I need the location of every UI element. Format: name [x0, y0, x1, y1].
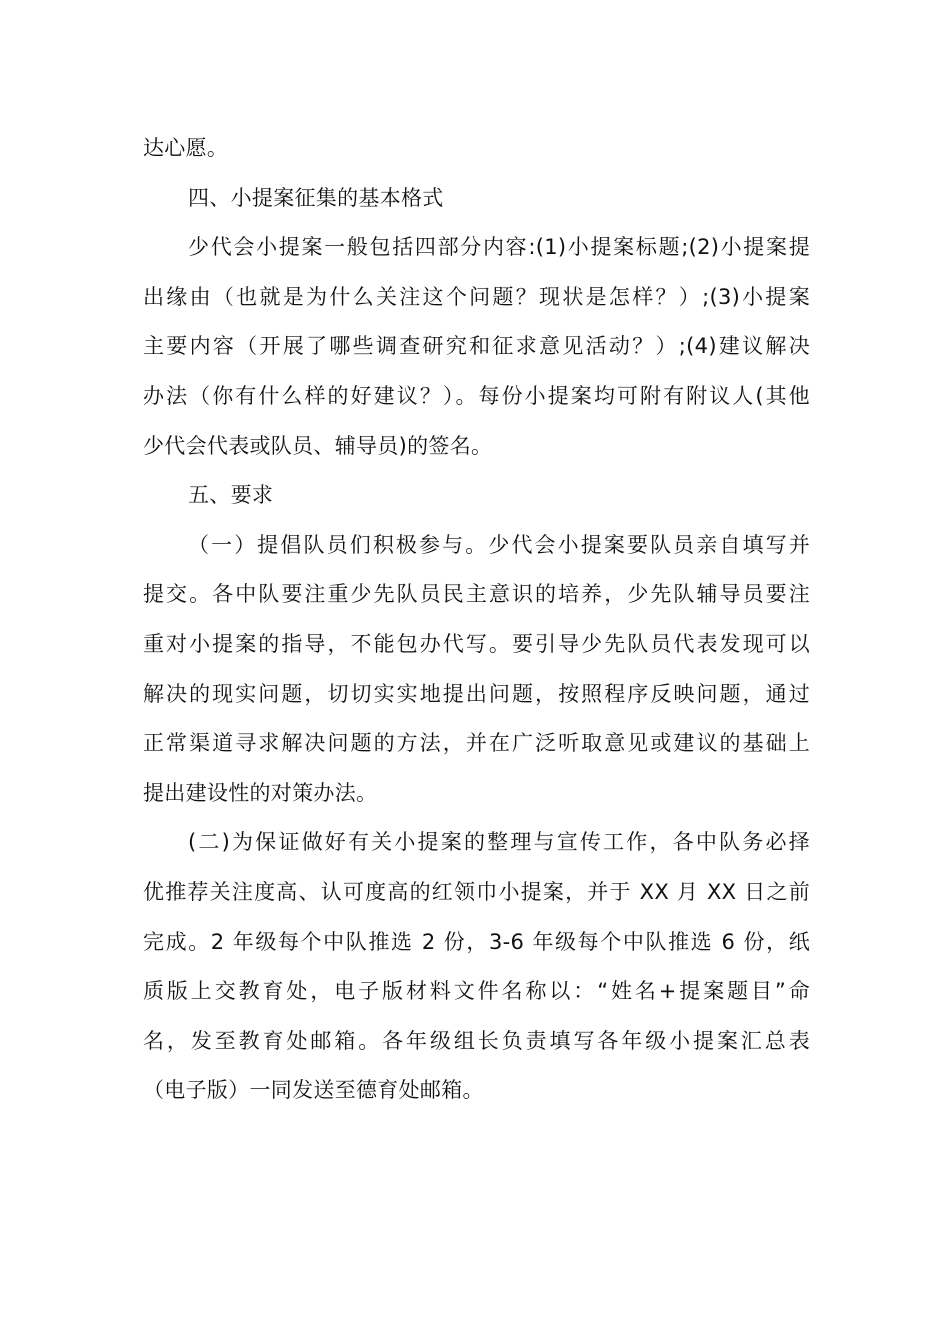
text-line: （电子版）一同发送至德育处邮箱。 [143, 1078, 484, 1103]
text-line: 办法（你有什么样的好建议？）。每份小提案均可附有附议人(其他 [143, 383, 810, 408]
text-line: 出缘由（也就是为什么关注这个问题？现状是怎样？）;(3)小提案 [143, 284, 810, 309]
document-body [143, 124, 810, 1116]
text-line: 少代会小提案一般包括四部分内容:(1)小提案标题;(2)小提案提 [188, 235, 810, 260]
text-line: 重对小提案的指导，不能包办代写。要引导少先队员代表发现可以 [143, 631, 810, 656]
text-line: 正常渠道寻求解决问题的方法，并在广泛听取意见或建议的基础上 [143, 731, 810, 756]
text-line: 达心愿。 [143, 136, 229, 160]
text-line: 提出建设性的对策办法。 [143, 780, 378, 805]
text-line: 四、小提案征集的基本格式 [188, 185, 444, 210]
text-line: 五、要求 [188, 483, 274, 508]
text-line: (二)为保证做好有关小提案的整理与宣传工作，各中队务必择 [188, 830, 810, 855]
text-line: 优推荐关注度高、认可度高的红领巾小提案，并于 XX 月 XX 日之前 [143, 879, 810, 904]
text-line: （一）提倡队员们积极参与。少代会小提案要队员亲自填写并 [188, 532, 810, 557]
text-line: 主要内容（开展了哪些调查研究和征求意见活动？）;(4)建议解决 [143, 334, 810, 359]
text-line: 名，发至教育处邮箱。各年级组长负责填写各年级小提案汇总表 [143, 1028, 810, 1053]
text-line: 解决的现实问题，切切实实地提出问题，按照程序反映问题，通过 [143, 681, 810, 706]
text-line: 质版上交教育处，电子版材料文件名称以：“姓名+提案题目”命 [143, 979, 810, 1004]
text-line: 提交。各中队要注重少先队员民主意识的培养，少先队辅导员要注 [143, 582, 810, 607]
text-line: 完成。2 年级每个中队推选 2 份，3-6 年级每个中队推选 6 份，纸 [143, 929, 810, 954]
text-line: 少代会代表或队员、辅导员)的签名。 [143, 433, 493, 458]
